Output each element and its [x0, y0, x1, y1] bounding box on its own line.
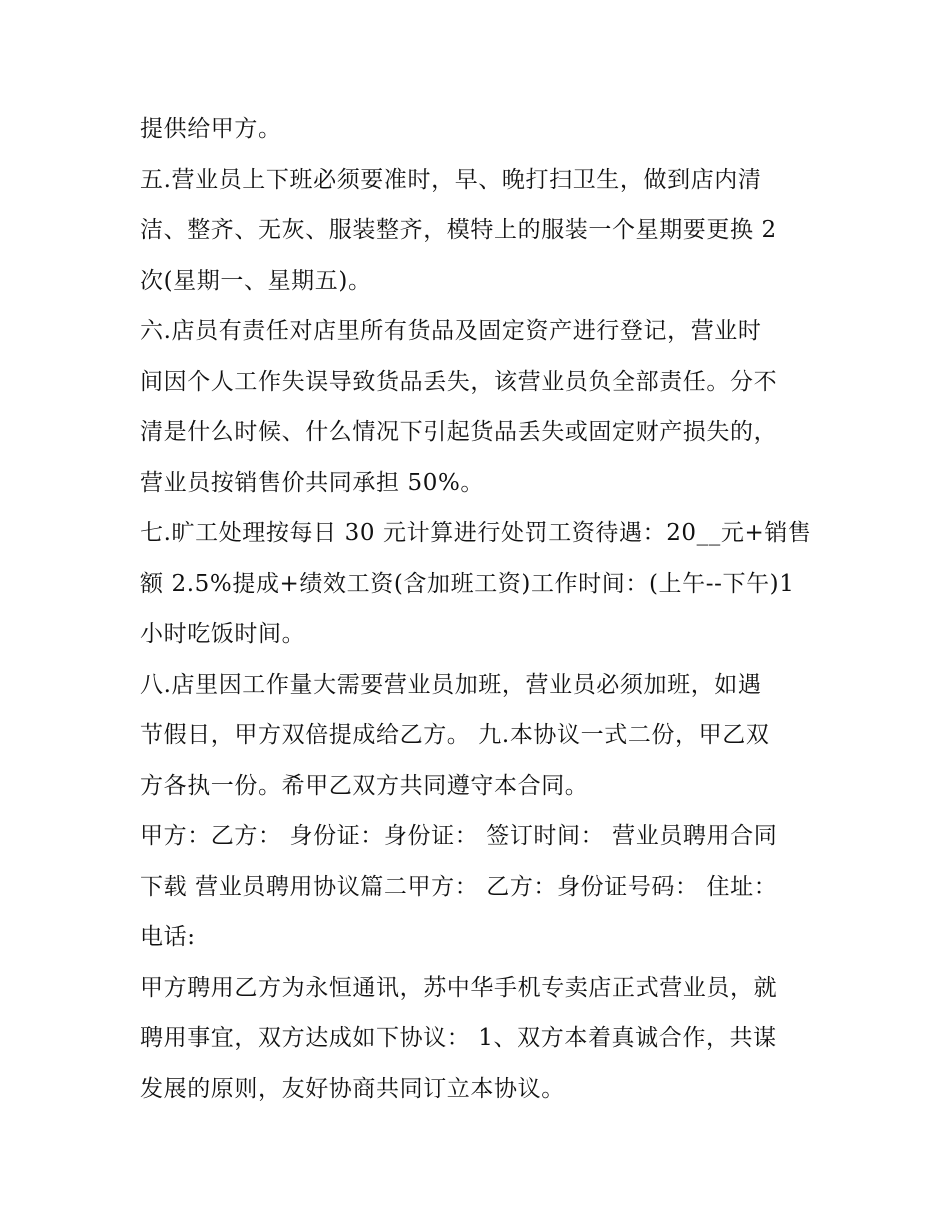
- text-line: 电话:: [140, 924, 196, 950]
- text-line: 六.店员有责任对店里所有货品及固定资产进行登记，营业时: [140, 318, 762, 344]
- text-line: 营业员按销售价共同承担 50%。: [140, 469, 485, 496]
- text-line: 间因个人工作失误导致货品丢失，该营业员负全部责任。分不: [140, 368, 778, 395]
- text-line: 甲方：乙方： 身份证：身份证： 签订时间： 营业员聘用合同: [140, 823, 778, 849]
- text-line: 节假日，甲方双倍提成给乙方。 九.本协议一式二份，甲乙双: [140, 722, 770, 748]
- text-line: 下载 营业员聘用协议篇二甲方： 乙方：身份证号码： 住址：: [140, 873, 778, 900]
- text-line: 清是什么时候、什么情况下引起货品丢失或固定财产损失的，: [140, 419, 778, 445]
- document-body: [140, 104, 820, 1114]
- text-line: 七.旷工处理按每日 30 元计算进行处罚工资待遇：20__元+销售: [140, 520, 812, 546]
- text-line: 提供给甲方。: [140, 116, 282, 142]
- text-line: 方各执一份。希甲乙双方共同遵守本合同。: [140, 772, 589, 799]
- text-line: 发展的原则，友好协商共同订立本协议。: [140, 1075, 565, 1102]
- text-line: 额 2.5%提成+绩效工资(含加班工资)工作时间：(上午--下午)1: [140, 570, 795, 597]
- text-line: 聘用事宜，双方达成如下协议： 1、双方本着真诚合作，共谋: [140, 1025, 777, 1051]
- text-line: 五.营业员上下班必须要准时，早、晚打扫卫生，做到店内清: [140, 166, 762, 193]
- text-line: 洁、整齐、无灰、服装整齐，模特上的服装一个星期要更换 2: [140, 217, 777, 243]
- text-line: 小时吃饭时间。: [140, 621, 306, 647]
- text-line: 八.店里因工作量大需要营业员加班，营业员必须加班，如遇: [140, 671, 762, 698]
- text-line: 甲方聘用乙方为永恒通讯，苏中华手机专卖店正式营业员，就: [140, 974, 778, 1001]
- text-line: 次(星期一、星期五)。: [140, 267, 372, 294]
